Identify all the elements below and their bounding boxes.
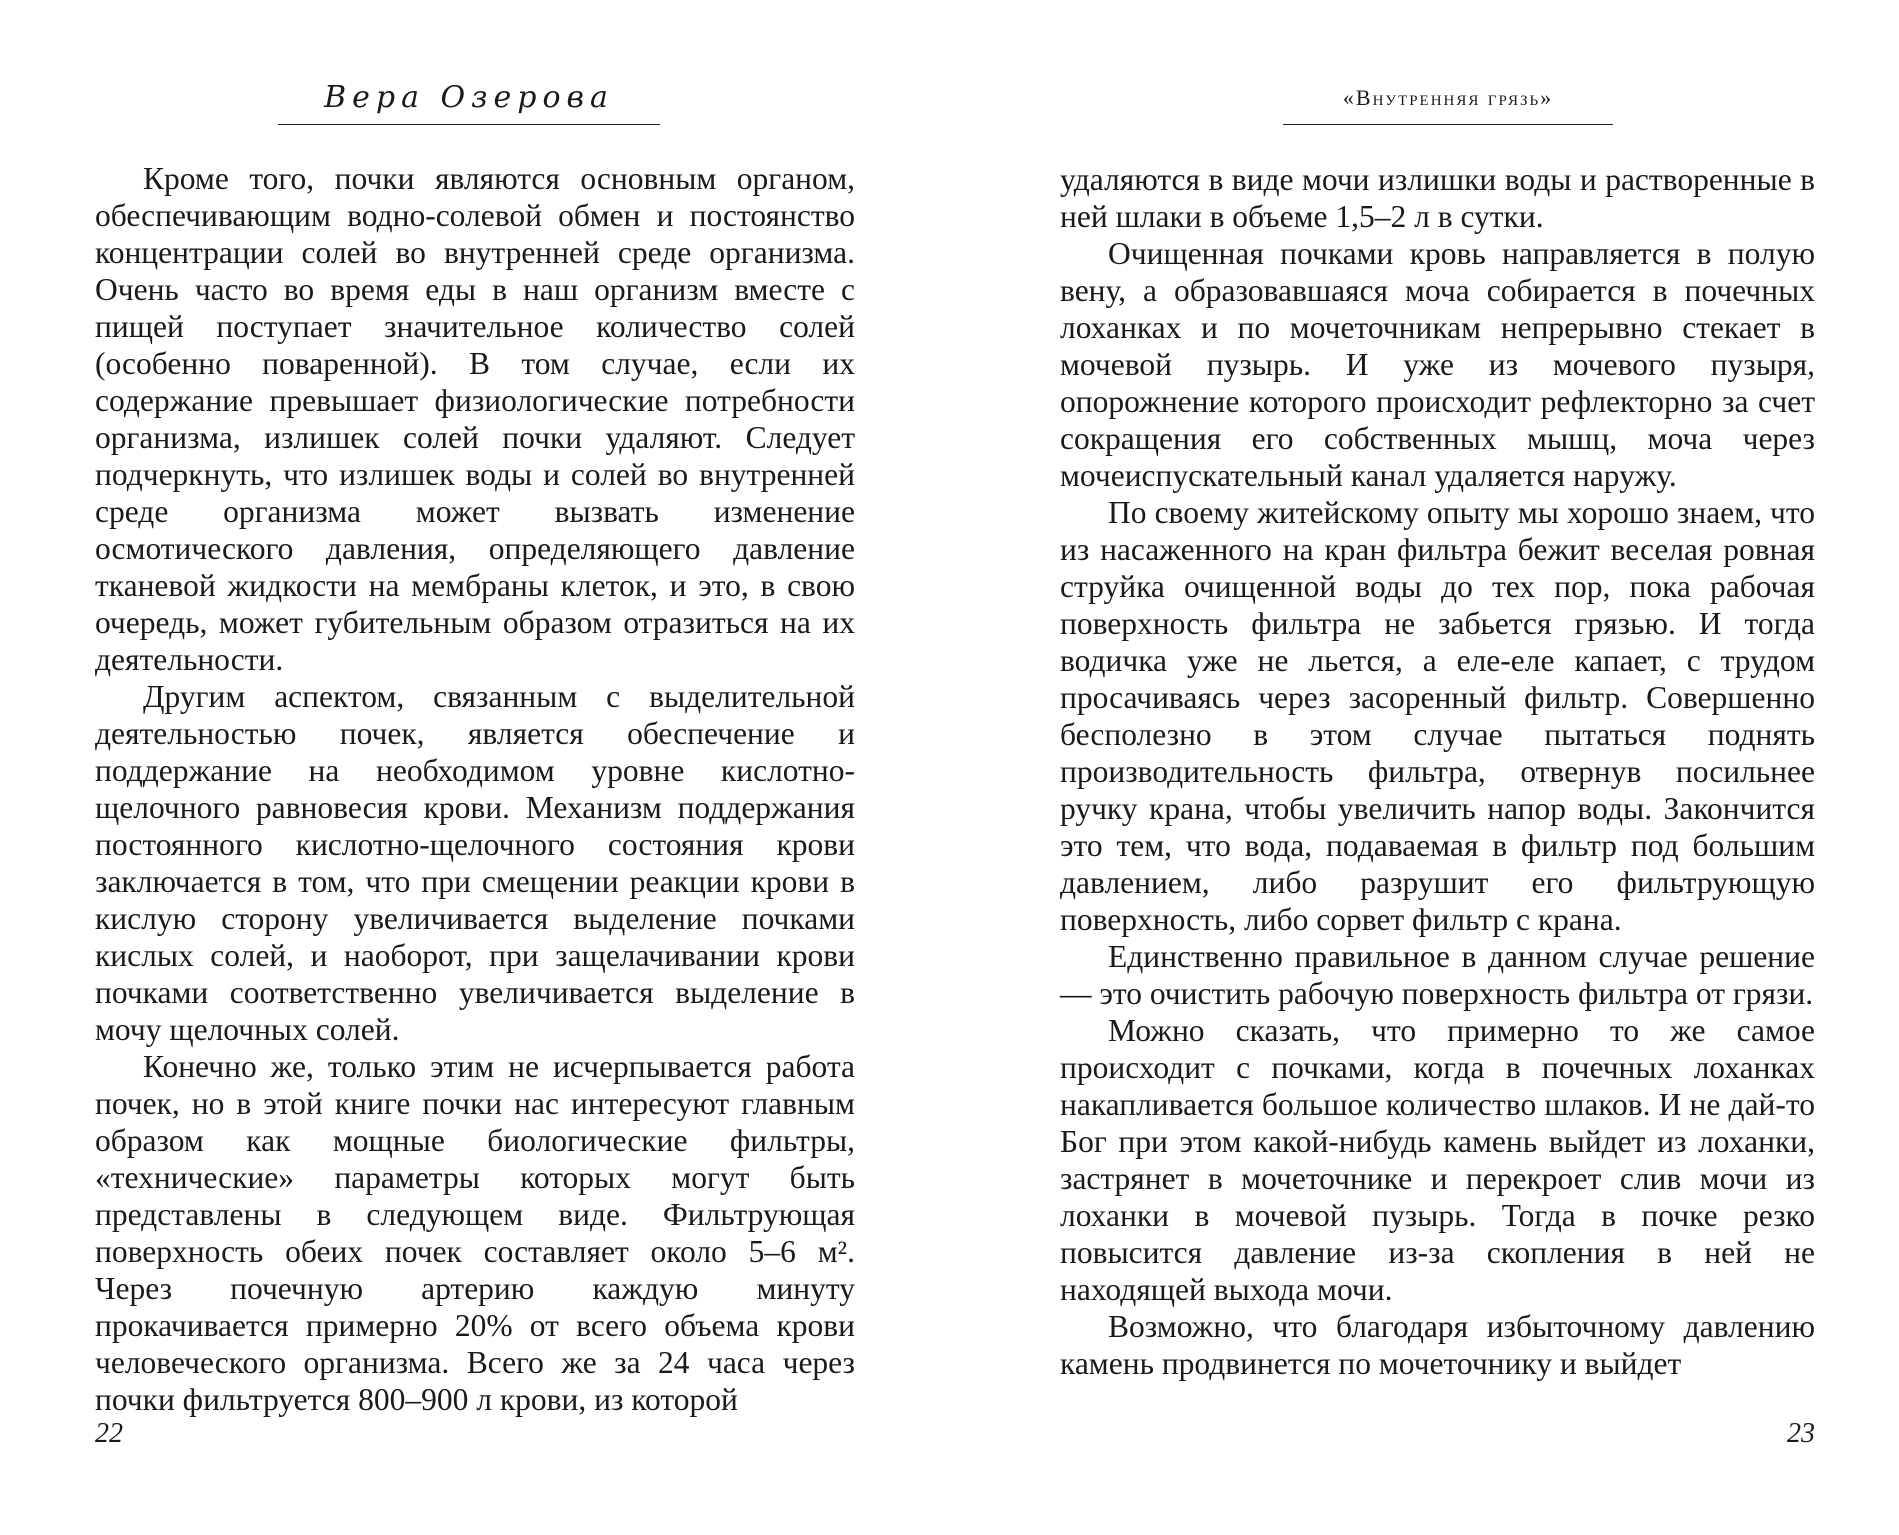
page-number: 22 (95, 1418, 123, 1449)
page-number: 23 (1787, 1418, 1815, 1449)
paragraph: Очищенная почками кровь направляется в полую вену, а образовавшаяся моча собирается в почечных лоханках и по мочеточникам непрерывно стекает в мочевой пузырь. И уже из мочевого пузыря, опорожнение которого происходит рефлекторно за счет сокращения его собственных мышц, моча через мочеиспускательный канал удаляется наружу. (1060, 236, 1815, 493)
paragraph: Кроме того, почки являются основным органом, обеспечивающим водно-солевой обмен и постоянство концентрации солей во внутренней среде организма. Очень часто во время еды в наш организм вместе с пищей поступает значительное количество солей (особенно поваренной). В том случае, если их содержание превышает физиологические потребности организма, излишек солей почки удаляют. Следует подчеркнуть, что излишек воды и солей во внутренней среде организма может вызвать изменение осмотического давления, определяющего давление тканевой жидкости на мембраны клеток, и это, в свою очередь, может губительным образом отразиться на их деятельности. (95, 161, 855, 677)
header-title-text: «Внутренняя грязь» (1342, 85, 1554, 110)
paragraph: Конечно же, только этим не исчерпывается работа почек, но в этой книге почки нас интересуют главным образом как мощные биологические фильтры, «технические» параметры которых могут быть представлены в следующем виде. Фильтрующая поверхность обеих почек составляет около 5–6 м². Через почечную артерию каждую минуту прокачивается примерно 20% от всего объема крови человеческого организма. Всего же за 24 часа через почки фильтруется 800–900 л крови, из которой (95, 1049, 855, 1417)
paragraph-continuation: удаляются в виде мочи излишки воды и растворенные в ней шлаки в объеме 1,5–2 л в сутки. (1060, 162, 1815, 234)
right-page (950, 0, 1899, 1535)
paragraph: Можно сказать, что примерно то же самое происходит с почками, когда в почечных лоханках накапливается большое количество шлаков. И не дай-то Бог при этом какой-нибудь камень выйдет из лоханки, застрянет в мочеточнике и перекроет слив мочи из лоханки в мочевой пузырь. Тогда в почке резко повысится давление из-за скопления в ней не находящей выхода мочи. (1060, 1013, 1815, 1307)
running-header-author (278, 78, 660, 125)
paragraph: Возможно, что благодаря избыточному давлению камень продвинется по мочеточнику и выйдет (1060, 1309, 1815, 1381)
header-author-text: Вера Озерова (324, 80, 614, 115)
header-rule (1283, 124, 1613, 125)
header-rule (278, 124, 660, 125)
paragraph: Единственно правильное в данном случае решение — это очистить рабочую поверхность фильтра от грязи. (1060, 939, 1815, 1011)
right-page-body (1060, 161, 1815, 1382)
paragraph: По своему житейскому опыту мы хорошо знаем, что из насаженного на кран фильтра бежит веселая ровная струйка очищенной воды до тех пор, пока рабочая поверхность фильтра не забьется грязью. И тогда водичка уже не льется, а еле-еле капает, с трудом просачиваясь через засоренный фильтр. Совершенно бесполезно в этом случае пытаться поднять производительность фильтра, отвернув посильнее ручку крана, чтобы увеличить напор воды. Закончится это тем, что вода, подаваемая в фильтр под большим давлением, либо разрушит его фильтрующую поверхность, либо сорвет фильтр с крана. (1060, 495, 1815, 937)
running-header-title (1283, 78, 1613, 125)
left-page-body (95, 160, 855, 1418)
paragraph: Другим аспектом, связанным с выделительной деятельностью почек, является обеспечение и поддержание на необходимом уровне кислотно-щелочного равновесия крови. Механизм поддержания постоянного кислотно-щелочного состояния крови заключается в том, что при смещении реакции крови в кислую сторону увеличивается выделение почками кислых солей, и наоборот, при защелачивании крови почками соответственно увеличивается выделение в мочу щелочных солей. (95, 679, 855, 1047)
